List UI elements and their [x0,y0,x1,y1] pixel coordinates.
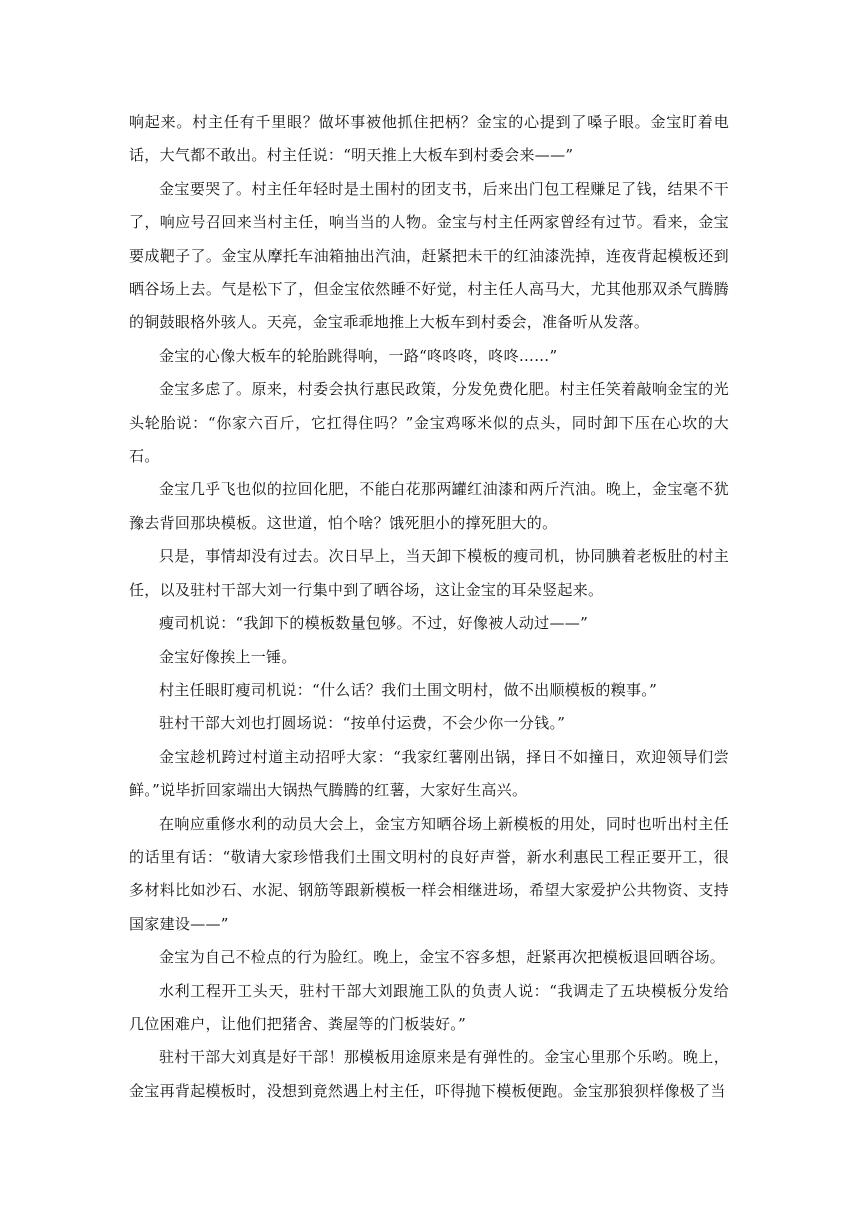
document-body [129,106,729,1108]
paragraph-13: 金宝为自己不检点的行为脸红。晚上，金宝不容多想，赶紧再次把模板退回晒谷场。 [159,948,726,967]
paragraph-6: 只是，事情却没有过去。次日早上，当天卸下模板的瘦司机，协同腆着老板肚的村主任，以及驻村干部大刘一行集中到了晒谷场，这让金宝的耳朵竖起来。 [129,547,729,599]
paragraph-3: 金宝的心像大板车的轮胎跳得响，一路“咚咚咚，咚咚……” [159,346,558,365]
paragraph-9: 村主任眼盯瘦司机说：“什么话？我们土围文明村，做不出顺模板的糗事。” [159,680,658,699]
paragraph-14: 水利工程开工头天，驻村干部大刘跟施工队的负责人说：“我调走了五块模板分发给几位困难户，让他们把猪舍、粪屋等的门板装好。” [129,981,729,1033]
paragraph-4: 金宝多虑了。原来，村委会执行惠民政策，分发免费化肥。村主任笑着敲响金宝的光头轮胎说：“你家六百斤，它扛得住吗？”金宝鸡啄米似的点头，同时卸下压在心坎的大石。 [129,380,729,466]
paragraph-12: 在响应重修水利的动员大会上，金宝方知晒谷场上新模板的用处，同时也听出村主任的话里有话：“敬请大家珍惜我们土围文明村的良好声誉，新水利惠民工程正要开工，很多材料比如沙石、水泥、钢筋等跟新模板一样会相继进场，希望大家爱护公共物资、支持国家建设——” [129,814,729,933]
paragraph-5: 金宝几乎飞也似的拉回化肥，不能白花那两罐红油漆和两斤汽油。晚上，金宝毫不犹豫去背回那块模板。这世道，怕个啥？饿死胆小的撑死胆大的。 [129,480,729,532]
paragraph-15: 驻村干部大刘真是好干部！那模板用途原来是有弹性的。金宝心里那个乐哟。晚上，金宝再背起模板时，没想到竟然遇上村主任，吓得抛下模板便跑。金宝那狼狈样像极了当 [129,1048,729,1100]
paragraph-11: 金宝趁机跨过村道主动招呼大家：“我家红薯刚出锅，择日不如撞日，欢迎领导们尝鲜。”说毕折回家端出大锅热气腾腾的红薯，大家好生高兴。 [129,747,729,800]
paragraph-10: 驻村干部大刘也打圆场说：“按单付运费，不会少你一分钱。” [159,714,566,733]
paragraph-7: 瘦司机说：“我卸下的模板数量包够。不过，好像被人动过——” [159,614,589,633]
paragraph-1: 响起来。村主任有千里眼？做坏事被他抓住把柄？金宝的心提到了嗓子眼。金宝盯着电话，大气都不敢出。村主任说：“明天推上大板车到村委会来——” [129,113,729,165]
paragraph-8: 金宝好像挨上一锤。 [159,647,297,666]
paragraph-2: 金宝要哭了。村主任年轻时是土围村的团支书，后来出门包工程赚足了钱，结果不干了，响应号召回来当村主任，响当当的人物。金宝与村主任两家曾经有过节。看来，金宝要成靶子了。金宝从摩托车油箱抽出汽油，赶紧把未干的红油漆洗掉，连夜背起模板还到晒谷场上去。气是松下了，但金宝依然睡不好觉，村主任人高马大，尤其他那双杀气腾腾的铜鼓眼格外骇人。天亮，金宝乖乖地推上大板车到村委会，准备听从发落。 [129,179,729,332]
